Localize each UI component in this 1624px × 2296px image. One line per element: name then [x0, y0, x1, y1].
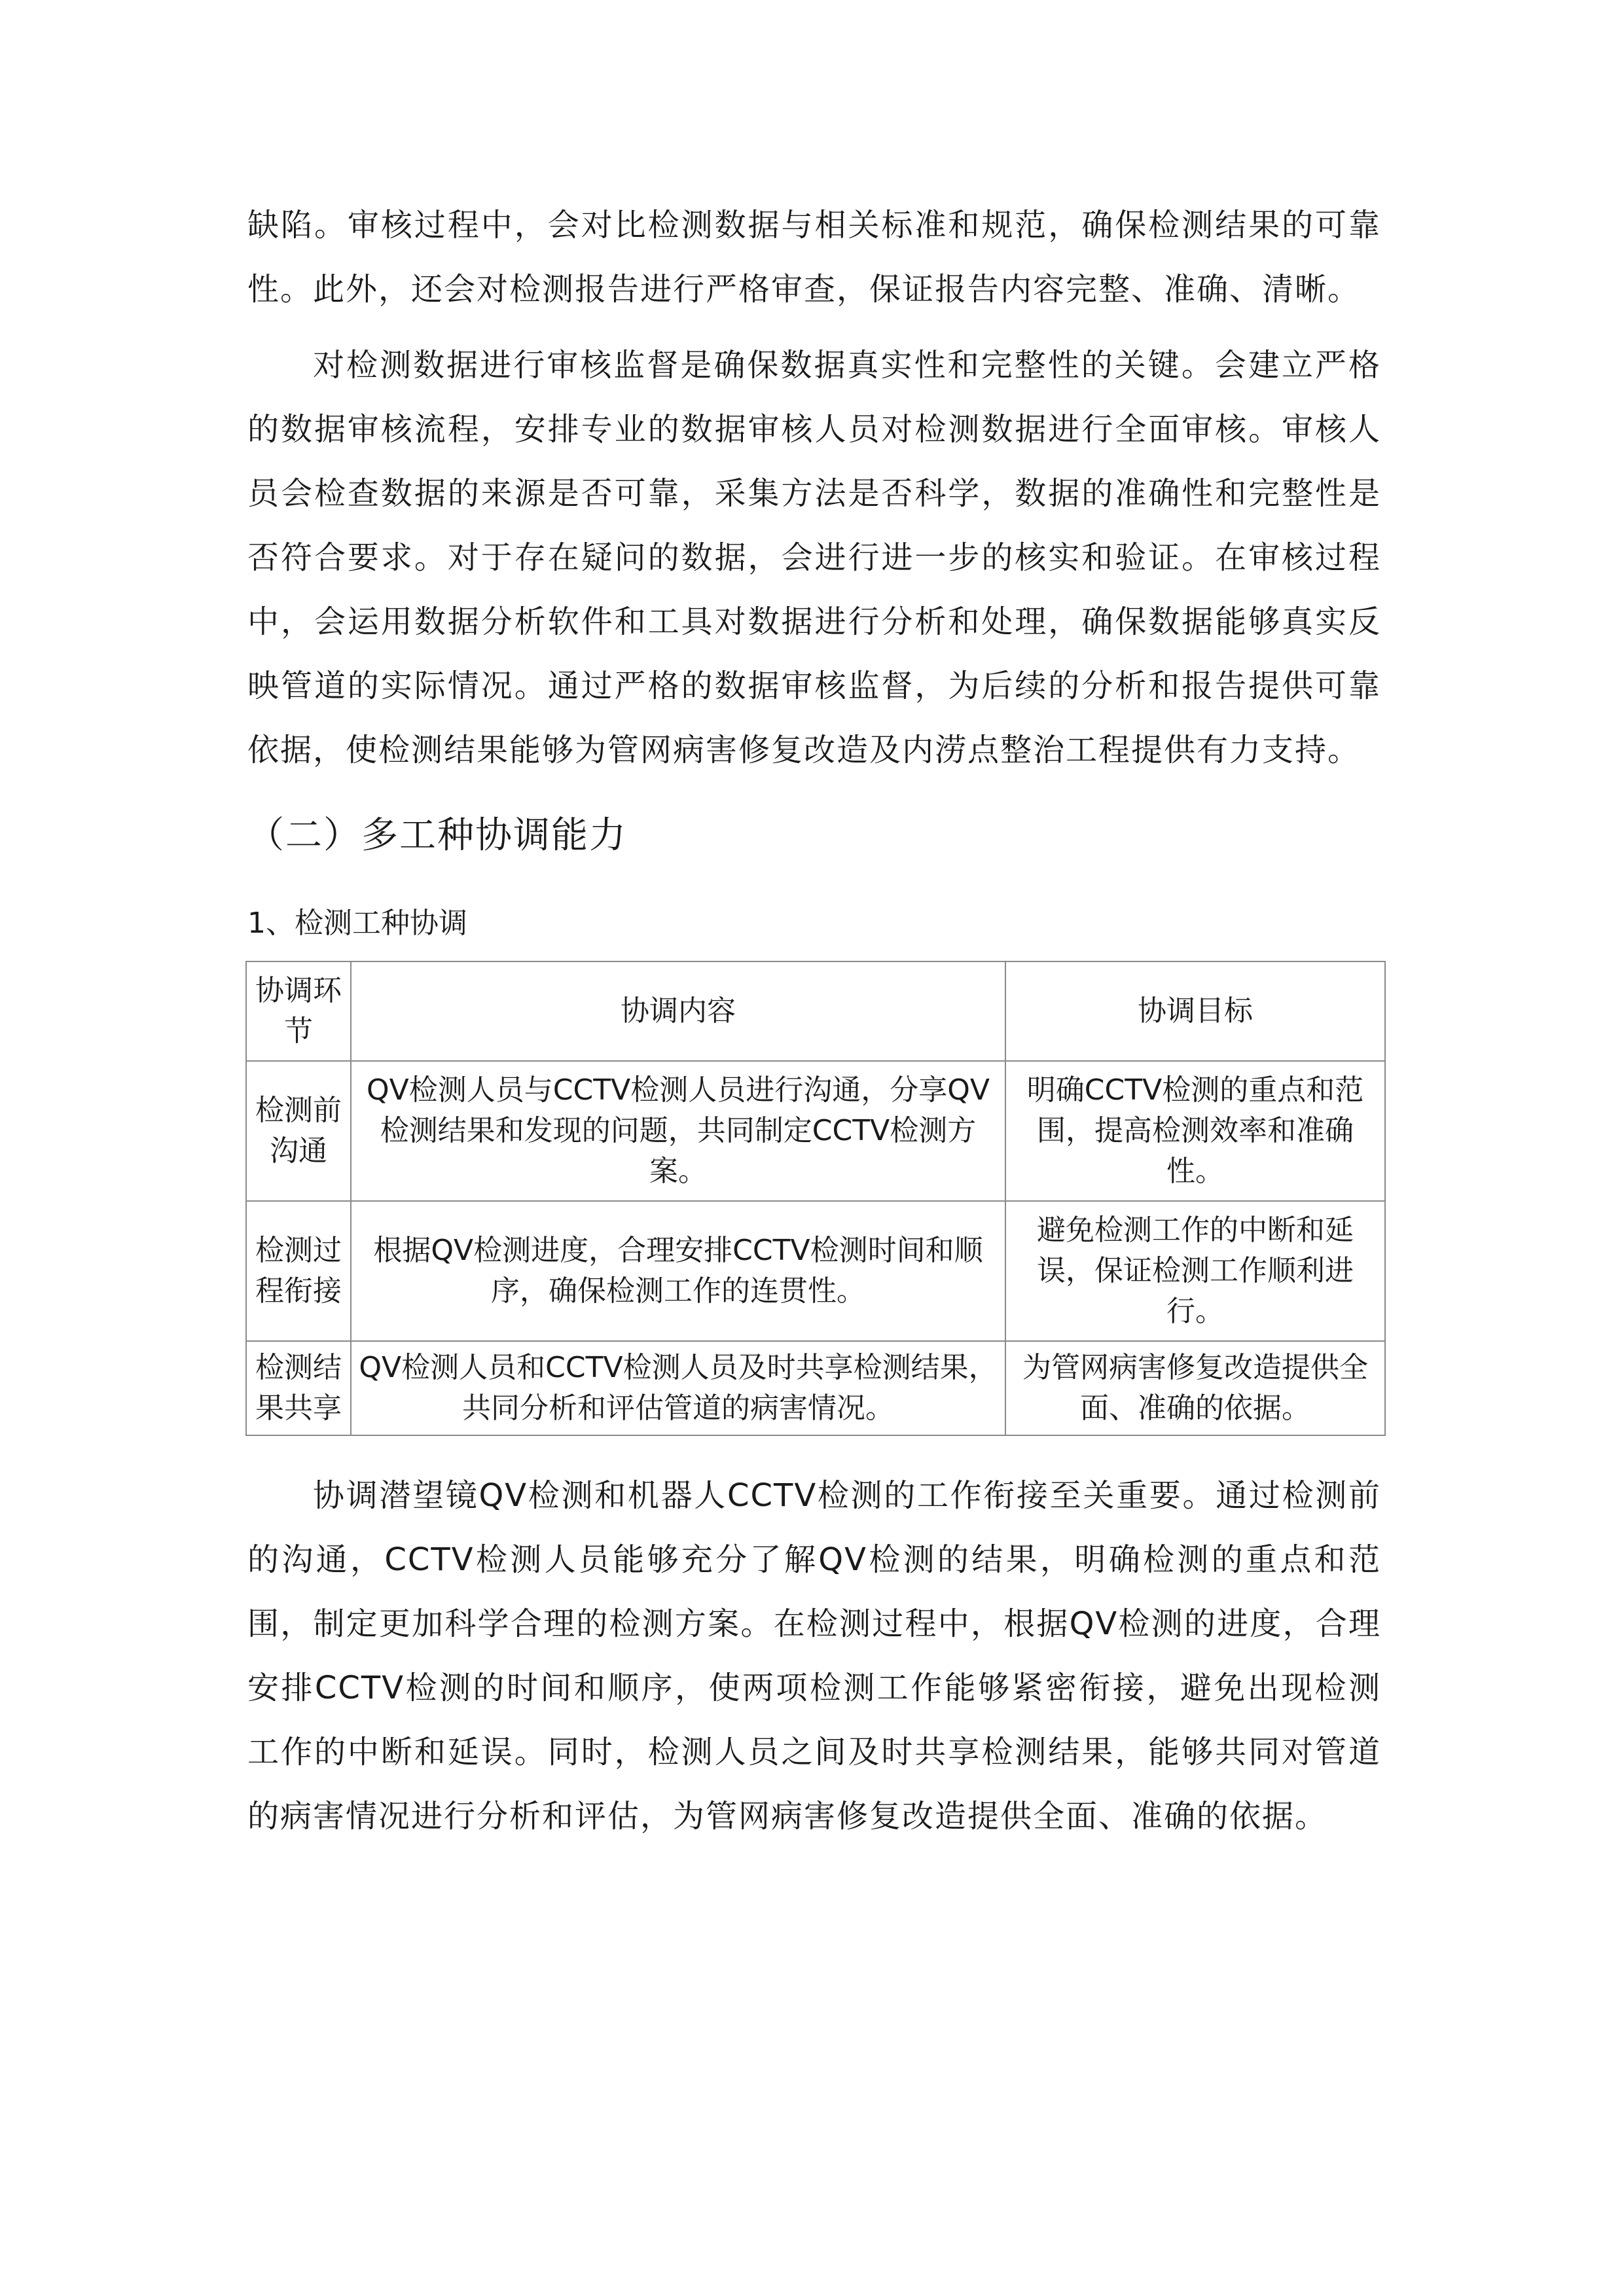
paragraph-review-continuation: 缺陷。审核过程中，会对比检测数据与相关标准和规范，确保检测结果的可靠性。此外，还会对检测报告进行严格审查，保证报告内容完整、准确、清晰。: [247, 207, 1381, 308]
header-goal: 协调目标: [1005, 961, 1385, 1061]
header-content: 协调内容: [351, 961, 1005, 1061]
table-row: [246, 1341, 1385, 1435]
section-heading: （二）多工种协调能力: [247, 814, 627, 857]
table-header-row: [246, 961, 1385, 1061]
cell-stage: 检测结果共享: [246, 1341, 351, 1435]
paragraph-data-audit: 对检测数据进行审核监督是确保数据真实性和完整性的关键。会建立严格的数据审核流程，安排专业的数据审核人员对检测数据进行全面审核。审核人员会检查数据的来源是否可靠，采集方法是否科学，数据的准确性和完整性是否符合要求。对于存在疑问的数据，会进行进一步的核实和验证。在审核过程中，会运用数据分析软件和工具对数据进行分析和处理，确保数据能够真实反映管道的实际情况。通过严格的数据审核监督，为后续的分析和报告提供可靠依据，使检测结果能够为管网病害修复改造及内涝点整治工程提供有力支持。: [247, 347, 1381, 768]
cell-goal: 明确CCTV检测的重点和范围，提高检测效率和准确性。: [1005, 1061, 1385, 1201]
cell-goal: 避免检测工作的中断和延误，保证检测工作顺利进行。: [1005, 1201, 1385, 1341]
header-stage: 协调环节: [246, 961, 351, 1061]
paragraph-coordination-summary: 协调潜望镜QV检测和机器人CCTV检测的工作衔接至关重要。通过检测前的沟通，CCTV检测人员能够充分了解QV检测的结果，明确检测的重点和范围，制定更加科学合理的检测方案。在检测过程中，根据QV检测的进度，合理安排CCTV检测的时间和顺序，使两项检测工作能够紧密衔接，避免出现检测工作的中断和延误。同时，检测人员之间及时共享检测结果，能够共同对管道的病害情况进行分析和评估，为管网病害修复改造提供全面、准确的依据。: [247, 1477, 1381, 1835]
coordination-table: [245, 961, 1386, 1436]
table-row: [246, 1061, 1385, 1201]
cell-content: 根据QV检测进度，合理安排CCTV检测时间和顺序，确保检测工作的连贯性。: [351, 1201, 1005, 1341]
cell-stage: 检测前沟通: [246, 1061, 351, 1201]
cell-content: QV检测人员与CCTV检测人员进行沟通，分享QV检测结果和发现的问题，共同制定CCTV检测方案。: [351, 1061, 1005, 1201]
cell-stage: 检测过程衔接: [246, 1201, 351, 1341]
table-row: [246, 1201, 1385, 1341]
cell-goal: 为管网病害修复改造提供全面、准确的依据。: [1005, 1341, 1385, 1435]
cell-content: QV检测人员和CCTV检测人员及时共享检测结果，共同分析和评估管道的病害情况。: [351, 1341, 1005, 1435]
sub-heading: 1、检测工种协调: [247, 906, 467, 940]
